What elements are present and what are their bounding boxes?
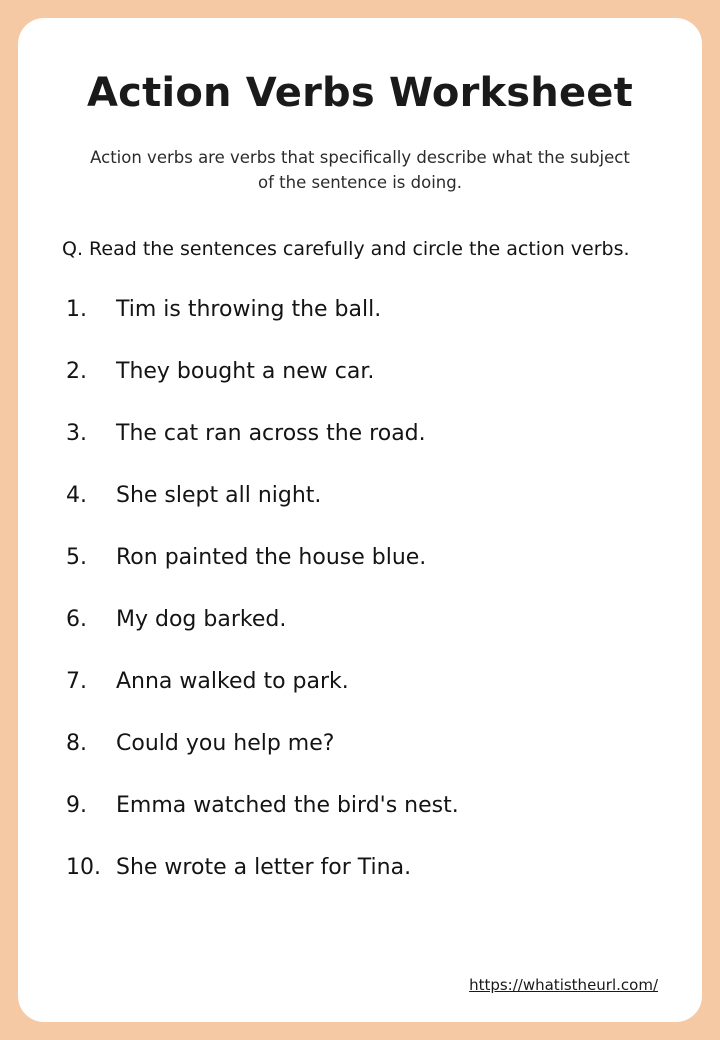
question-number: 2. (66, 358, 87, 384)
list-item (66, 260, 702, 322)
question-text: They bought a new car. (116, 358, 375, 384)
worksheet-sheet (18, 18, 702, 1022)
list-item (66, 384, 702, 446)
question-number: 8. (66, 730, 87, 756)
question-text: Tim is throwing the ball. (116, 296, 382, 322)
list-item (66, 446, 702, 508)
list-item (66, 632, 702, 694)
question-text: Anna walked to park. (116, 668, 349, 694)
question-text: Ron painted the house blue. (116, 544, 427, 570)
question-number: 5. (66, 544, 87, 570)
question-number: 3. (66, 420, 87, 446)
list-item (66, 756, 702, 818)
question-text: Emma watched the bird's nest. (116, 792, 459, 818)
question-number: 6. (66, 606, 87, 632)
instruction-text: Q. Read the sentences carefully and circle the action verbs. (62, 237, 630, 260)
worksheet-subtitle: Action verbs are verbs that specifically describe what the subject of the sentence is doing. (90, 148, 630, 192)
list-item (66, 508, 702, 570)
question-text: The cat ran across the road. (116, 420, 426, 446)
question-list (18, 260, 702, 880)
list-item (66, 694, 702, 756)
question-text: She slept all night. (116, 482, 322, 508)
question-text: Could you help me? (116, 730, 335, 756)
question-number: 7. (66, 668, 87, 694)
list-item (66, 322, 702, 384)
source-link[interactable]: https://whatistheurl.com/ (469, 976, 658, 994)
question-number: 9. (66, 792, 87, 818)
question-number: 10. (66, 854, 101, 880)
question-text: She wrote a letter for Tina. (116, 854, 412, 880)
question-number: 4. (66, 482, 87, 508)
page-title: Action Verbs Worksheet (87, 70, 633, 116)
question-text: My dog barked. (116, 606, 287, 632)
list-item (66, 570, 702, 632)
list-item (66, 818, 702, 880)
question-number: 1. (66, 296, 87, 322)
